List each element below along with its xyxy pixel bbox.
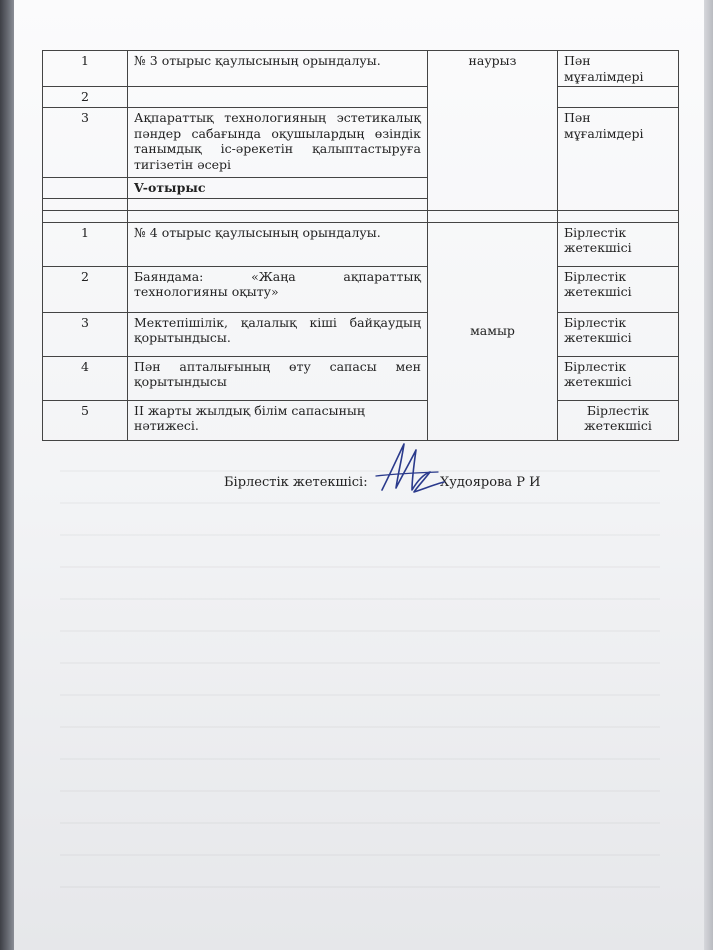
empty-cell [128, 210, 428, 222]
table-row [43, 210, 679, 222]
empty-cell [558, 210, 679, 222]
row-topic: Ақпараттық технологияның эстетикалық пәндер сабағында оқушылардың өзіндік танымдық іс-әрекетін қалыптастыруға тигізетін әсері [128, 107, 428, 177]
row-topic: Пән апталығының өту сапасы мен қорытындысы [128, 356, 428, 400]
row-responsible: Бірлестік жетекшісі [558, 266, 679, 312]
row-number: 3 [43, 107, 128, 177]
row-responsible: Бірлестік жетекшісі [558, 312, 679, 356]
row-topic: № 3 отырыс қаулысының орындалуы. [128, 51, 428, 87]
table-row [43, 87, 679, 108]
row-topic: ІІ жарты жылдық білім сапасының нәтижесі. [128, 400, 428, 440]
row-responsible: Бірлестік жетекшісі [558, 356, 679, 400]
row-number: 5 [43, 400, 128, 440]
row-date: наурыз [428, 51, 558, 211]
table-row [43, 222, 679, 266]
row-number: 2 [43, 87, 128, 108]
table-row [43, 356, 679, 400]
row-responsible: Пән мұғалімдері [558, 107, 679, 210]
empty-cell [428, 210, 558, 222]
table-row [43, 312, 679, 356]
meeting-plan-table [42, 50, 679, 441]
section-title: V-отырыс [128, 177, 428, 198]
row-number: 3 [43, 312, 128, 356]
row-number: 4 [43, 356, 128, 400]
signature-label: Бірлестік жетекшісі: [224, 475, 368, 490]
table-row [43, 266, 679, 312]
signature-block [0, 470, 713, 500]
row-number: 1 [43, 51, 128, 87]
empty-cell [128, 198, 428, 210]
row-responsible: Бірлестік жетекшісі [558, 400, 679, 440]
row-topic [128, 87, 428, 108]
row-topic: Баяндама: «Жаңа ақпараттық технологияны оқыту» [128, 266, 428, 312]
table-row [43, 107, 679, 177]
empty-cell [43, 210, 128, 222]
row-date: мамыр [428, 222, 558, 440]
handwritten-signature [372, 440, 448, 498]
signatory-name: Худоярова Р И [440, 475, 541, 490]
row-responsible: Бірлестік жетекшісі [558, 222, 679, 266]
row-number [43, 177, 128, 198]
row-number: 2 [43, 266, 128, 312]
row-responsible: Пән мұғалімдері [558, 51, 679, 87]
row-responsible [558, 87, 679, 108]
row-number: 1 [43, 222, 128, 266]
row-topic: № 4 отырыс қаулысының орындалуы. [128, 222, 428, 266]
table-row [43, 51, 679, 87]
row-topic: Мектепішілік, қалалық кіші байқаудың қорытындысы. [128, 312, 428, 356]
bleed-through-text [60, 440, 660, 910]
empty-cell [43, 198, 128, 210]
table-row [43, 400, 679, 440]
